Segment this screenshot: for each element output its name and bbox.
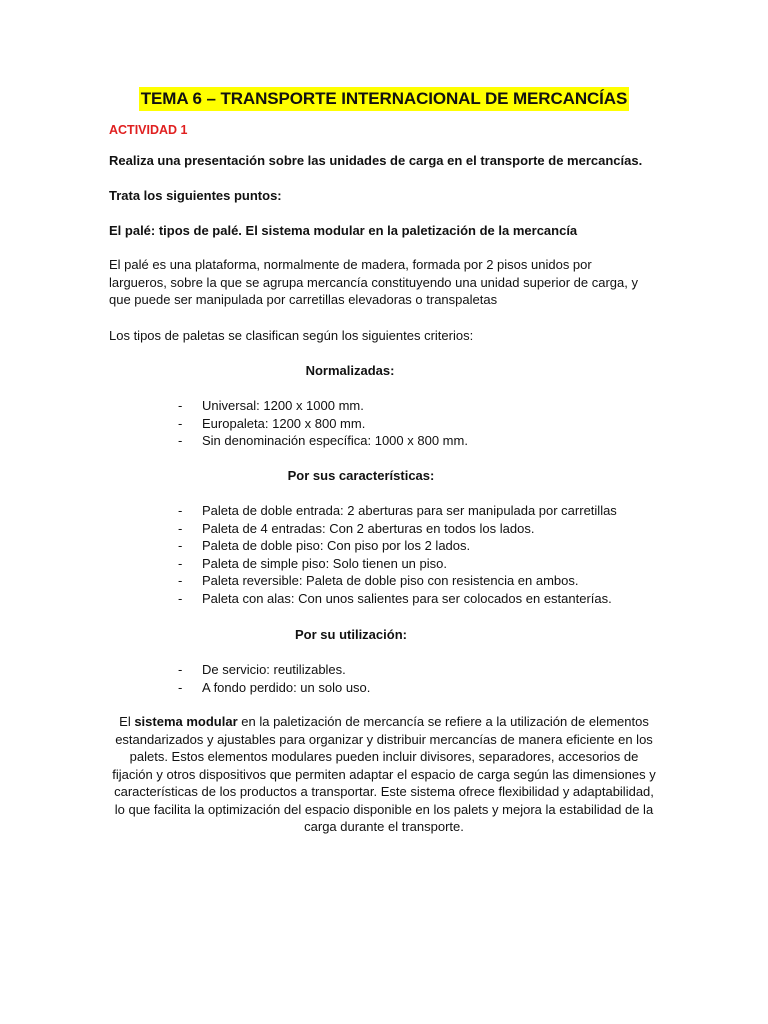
list-item: - A fondo perdido: un solo uso. <box>176 679 696 697</box>
modular-paragraph <box>112 713 656 836</box>
list-item: - Sin denominación específica: 1000 x 800 mm. <box>176 432 696 450</box>
list-utilizacion <box>176 661 696 696</box>
group-heading-caracteristicas: Por sus características: <box>287 468 435 483</box>
title-wrap <box>0 87 768 111</box>
list-item: - Paleta de doble entrada: 2 aberturas para ser manipulada por carretillas <box>176 502 696 520</box>
modular-prefix: El <box>119 714 135 729</box>
list-item: - Paleta reversible: Paleta de doble piso con resistencia en ambos. <box>176 572 696 590</box>
list-item: - Paleta de 4 entradas: Con 2 aberturas en todos los lados. <box>176 520 696 538</box>
modular-term: sistema modular <box>134 714 238 729</box>
points-label: Trata los siguientes puntos: <box>109 188 282 203</box>
list-item: - Paleta de simple piso: Solo tienen un piso. <box>176 555 696 573</box>
pale-definition: El palé es una plataforma, normalmente de madera, formada por 2 pisos unidos por largueros, sobre la que se agrupa mercancía constituyendo una unidad superior de carga, y que puede ser manipulada por carretillas elevadoras o transpaletas <box>109 257 638 307</box>
document-title: TEMA 6 – TRANSPORTE INTERNACIONAL DE MERCANCÍAS <box>139 87 629 111</box>
list-item: - Paleta con alas: Con unos salientes para ser colocados en estanterías. <box>176 590 696 608</box>
list-item: - Universal: 1200 x 1000 mm. <box>176 397 696 415</box>
list-caracteristicas <box>176 502 696 607</box>
intro-text: Realiza una presentación sobre las unidades de carga en el transporte de mercancías. <box>109 153 643 168</box>
group-heading-normalizadas: Normalizadas: <box>305 363 395 378</box>
group-heading-utilizacion: Por su utilización: <box>295 627 407 642</box>
list-item: - De servicio: reutilizables. <box>176 661 696 679</box>
list-normalizadas <box>176 397 696 450</box>
section-heading: El palé: tipos de palé. El sistema modular en la paletización de la mercancía <box>109 223 578 238</box>
modular-rest: en la paletización de mercancía se refiere a la utilización de elementos estandarizados y ajustables para organizar y distribuir mercancías de manera eficiente en los palets. Estos elementos modulares pueden incluir divisores, separadores, accesorios de fijación y otros dispositivos que permiten adaptar el espacio de carga según las dimensiones y características de los productos a transportar. Este sistema ofrece flexibilidad y adaptabilidad, lo que facilita la optimización del espacio disponible en los palets y mejora la estabilidad de la carga durante el transporte. <box>112 714 656 834</box>
activity-label: ACTIVIDAD 1 <box>109 123 188 137</box>
list-item: - Europaleta: 1200 x 800 mm. <box>176 415 696 433</box>
list-item: - Paleta de doble piso: Con piso por los 2 lados. <box>176 537 696 555</box>
classification-intro: Los tipos de paletas se clasifican según los siguientes criterios: <box>109 328 474 343</box>
